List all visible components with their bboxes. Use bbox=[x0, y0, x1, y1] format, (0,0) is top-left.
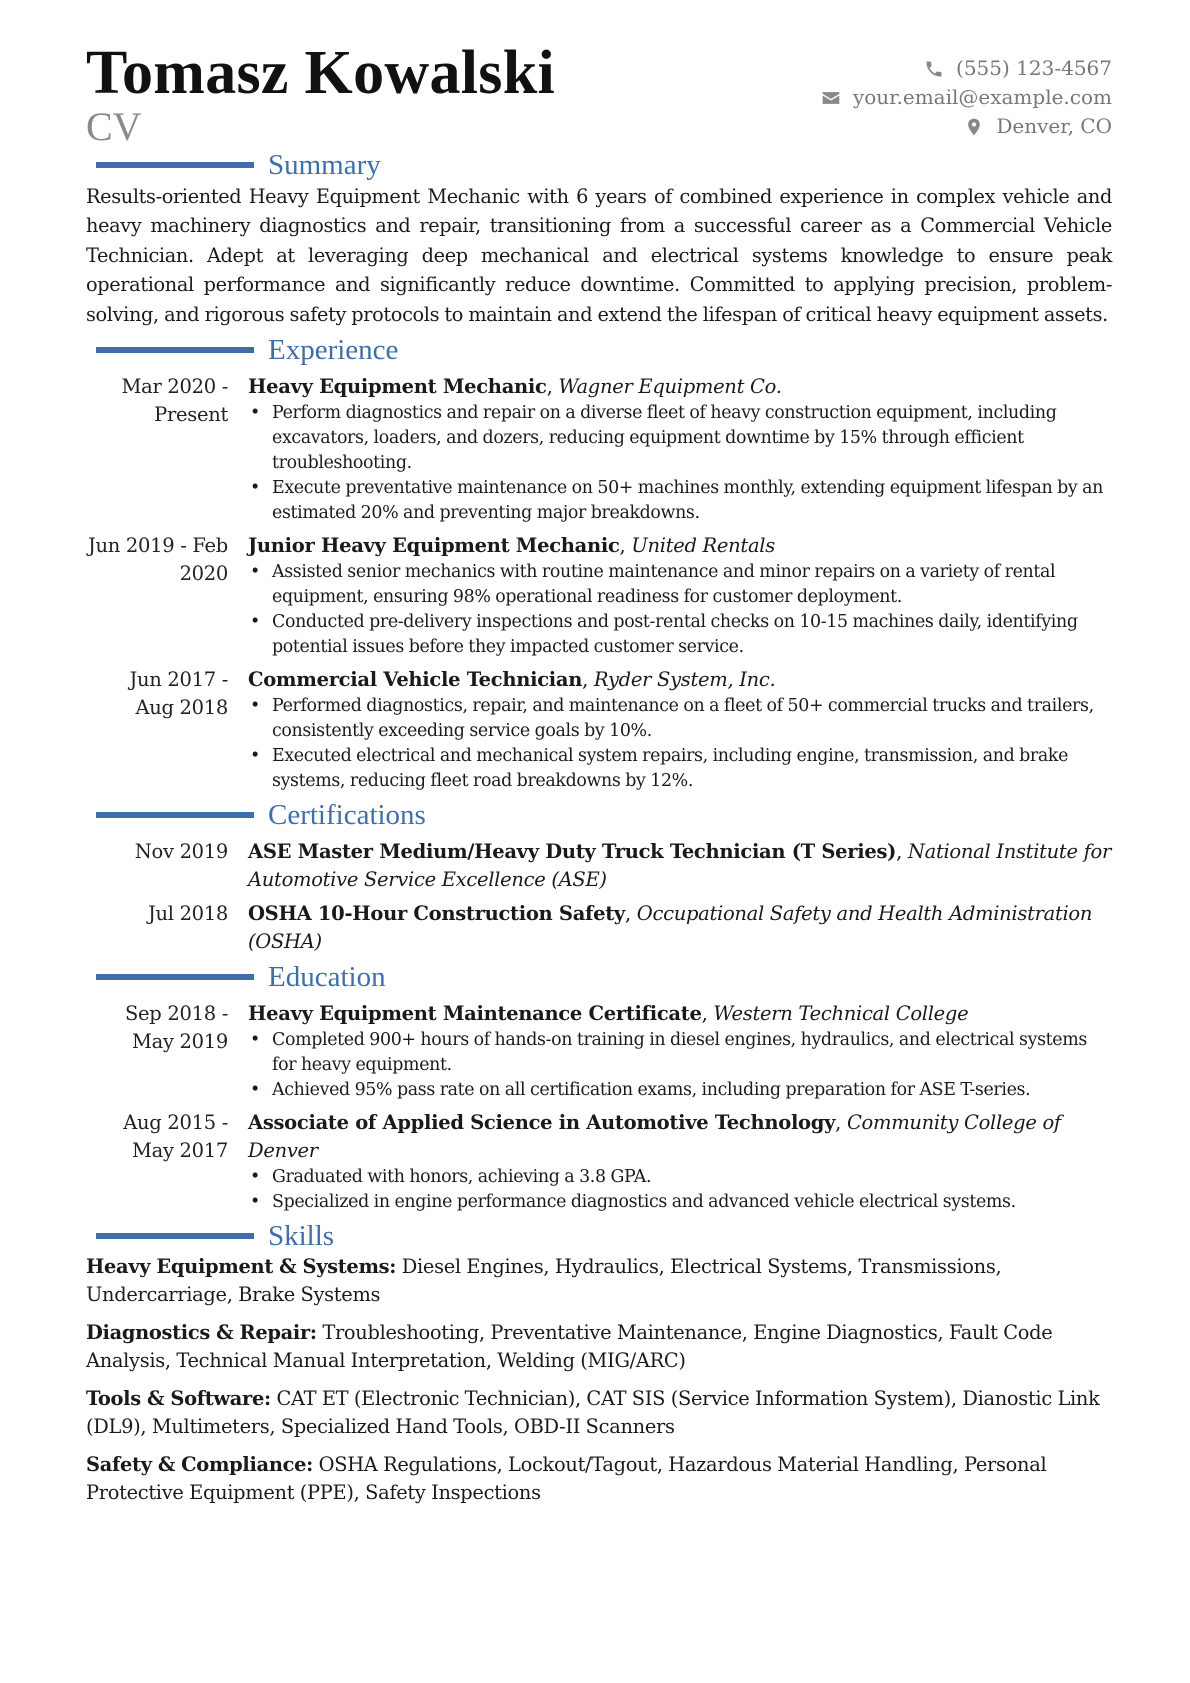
entry-title: ASE Master Medium/Heavy Duty Truck Technician (T Series), National Institute for Automotive Service Excellence (ASE) bbox=[248, 840, 1111, 892]
section-bar bbox=[96, 812, 254, 818]
contact-email[interactable] bbox=[821, 83, 1112, 112]
document-subtitle: CV bbox=[86, 104, 142, 149]
contact-info bbox=[821, 54, 1112, 141]
section-bar bbox=[96, 974, 254, 980]
section-bar bbox=[96, 1233, 254, 1239]
section-title: Experience bbox=[268, 333, 399, 366]
entry-title: Associate of Applied Science in Automotive Technology, Community College of Denver bbox=[248, 1111, 1061, 1163]
certification-entry bbox=[86, 900, 1112, 956]
degree-title: Heavy Equipment Maintenance Certificate bbox=[248, 1002, 702, 1026]
email-text: your.email@example.com bbox=[852, 85, 1112, 109]
issuer: Occupational Safety and Health Administration (OSHA) bbox=[248, 902, 1093, 954]
institution: Community College of Denver bbox=[248, 1111, 1061, 1163]
bullet-item: • Completed 900+ hours of hands-on training in diesel engines, hydraulics, and electrical systems for heavy equipment. bbox=[272, 1028, 1112, 1078]
summary-heading bbox=[86, 148, 1112, 182]
job-title: Heavy Equipment Mechanic bbox=[248, 375, 547, 399]
candidate-name: Tomasz Kowalski bbox=[86, 39, 556, 107]
skills-heading bbox=[86, 1219, 1112, 1253]
section-title: Education bbox=[268, 960, 386, 993]
entry-date: Nov 2019 bbox=[134, 840, 228, 864]
location-text: Denver, CO bbox=[996, 114, 1112, 138]
experience-heading bbox=[86, 333, 1112, 367]
summary-text: Results-oriented Heavy Equipment Mechanic with 6 years of combined experience in complex vehicle and heavy machinery diagnostics and repair, transitioning from a successful career as a Commercial Vehicle Technician. Adept at leveraging deep mechanical and electrical systems knowledge to ensure peak operational performance and significantly reduce downtime. Committed to applying precision, problem-solving, and rigorous safety protocols to maintain and extend the lifespan of critical heavy equipment assets. bbox=[86, 185, 1112, 326]
job-title: Commercial Vehicle Technician bbox=[248, 668, 583, 692]
institution: Western Technical College bbox=[713, 1002, 969, 1026]
phone-icon bbox=[924, 59, 944, 79]
education-entry bbox=[86, 1000, 1112, 1103]
contact-phone[interactable] bbox=[821, 54, 1112, 83]
envelope-icon bbox=[821, 88, 841, 108]
entry-date: Jun 2019 - Feb 2020 bbox=[87, 534, 228, 586]
bullet-item: • Achieved 95% pass rate on all certification exams, including preparation for ASE T-series. bbox=[272, 1078, 1112, 1103]
bullet-item: • Specialized in engine performance diagnostics and advanced vehicle electrical systems. bbox=[272, 1190, 1112, 1215]
map-pin-icon bbox=[964, 117, 984, 137]
skill-text: Troubleshooting, Preventative Maintenance, Engine Diagnostics, Fault Code Analysis, Technical Manual Interpretation, Welding (MIG/ARC) bbox=[86, 1321, 1053, 1373]
header bbox=[86, 39, 1112, 149]
entry-bullets bbox=[248, 401, 1112, 526]
education-section bbox=[86, 960, 1112, 1215]
skills-section bbox=[86, 1219, 1112, 1507]
entry-date: Mar 2020 - Present bbox=[121, 375, 228, 427]
degree-title: Associate of Applied Science in Automotive Technology bbox=[248, 1111, 836, 1135]
experience-entry bbox=[86, 532, 1112, 660]
entry-date: Jul 2018 bbox=[147, 902, 228, 926]
experience-entry bbox=[86, 373, 1112, 526]
education-heading bbox=[86, 960, 1112, 994]
skill-text: CAT ET (Electronic Technician), CAT SIS (Service Information System), Dianostic Link (DL9), Multimeters, Specialized Hand Tools, OBD-II Scanners bbox=[86, 1387, 1100, 1439]
entry-date: Jun 2017 - Aug 2018 bbox=[129, 668, 228, 720]
skill-group bbox=[86, 1319, 1112, 1375]
entry-title: Heavy Equipment Maintenance Certificate, Western Technical College bbox=[248, 1002, 969, 1026]
skill-label: Tools & Software: bbox=[86, 1387, 271, 1411]
bullet-item: • Execute preventative maintenance on 50+ machines monthly, extending equipment lifespan by an estimated 20% and preventing major breakdowns. bbox=[272, 476, 1112, 526]
entry-bullets bbox=[248, 1028, 1112, 1103]
contact-location bbox=[821, 112, 1112, 141]
employer: Wagner Equipment Co. bbox=[558, 375, 782, 399]
summary-section bbox=[86, 148, 1112, 329]
skill-label: Safety & Compliance: bbox=[86, 1453, 314, 1477]
skill-group bbox=[86, 1253, 1112, 1309]
skill-text: OSHA Regulations, Lockout/Tagout, Hazardous Material Handling, Personal Protective Equipment (PPE), Safety Inspections bbox=[86, 1453, 1047, 1505]
entry-bullets bbox=[248, 560, 1112, 660]
certification-entry bbox=[86, 838, 1112, 894]
entry-title: OSHA 10-Hour Construction Safety, Occupational Safety and Health Administration (OSHA) bbox=[248, 902, 1093, 954]
entry-bullets bbox=[248, 694, 1112, 794]
bullet-item: • Assisted senior mechanics with routine maintenance and minor repairs on a variety of rental equipment, ensuring 98% operational readiness for customer deployment. bbox=[272, 560, 1112, 610]
issuer: National Institute for Automotive Service Excellence (ASE) bbox=[248, 840, 1111, 892]
entry-title: Heavy Equipment Mechanic, Wagner Equipment Co. bbox=[248, 375, 782, 399]
certifications-heading bbox=[86, 798, 1112, 832]
section-bar bbox=[96, 162, 254, 168]
entry-bullets bbox=[248, 1165, 1112, 1215]
skill-group bbox=[86, 1451, 1112, 1507]
skill-group bbox=[86, 1385, 1112, 1441]
job-title: Junior Heavy Equipment Mechanic bbox=[248, 534, 620, 558]
education-entry bbox=[86, 1109, 1112, 1215]
certifications-section bbox=[86, 798, 1112, 956]
bullet-item: • Perform diagnostics and repair on a diverse fleet of heavy construction equipment, including excavators, loaders, and dozers, reducing equipment downtime by 15% through efficient troubleshooting. bbox=[272, 401, 1112, 476]
bullet-item: • Performed diagnostics, repair, and maintenance on a fleet of 50+ commercial trucks and trailers, consistently exceeding service goals by 10%. bbox=[272, 694, 1112, 744]
section-title: Summary bbox=[268, 148, 381, 181]
entry-title: Junior Heavy Equipment Mechanic, United Rentals bbox=[248, 534, 775, 558]
employer: United Rentals bbox=[631, 534, 775, 558]
section-title: Certifications bbox=[268, 798, 426, 831]
entry-date: Sep 2018 - May 2019 bbox=[125, 1002, 228, 1054]
phone-text: (555) 123-4567 bbox=[956, 56, 1112, 80]
section-title: Skills bbox=[268, 1219, 335, 1252]
skill-text: Diesel Engines, Hydraulics, Electrical Systems, Transmissions, Undercarriage, Brake Systems bbox=[86, 1255, 1002, 1307]
section-bar bbox=[96, 347, 254, 353]
entry-title: Commercial Vehicle Technician, Ryder System, Inc. bbox=[248, 668, 776, 692]
bullet-item: • Executed electrical and mechanical system repairs, including engine, transmission, and brake systems, reducing fleet road breakdowns by 12%. bbox=[272, 744, 1112, 794]
resume-page bbox=[86, 40, 1112, 1517]
experience-entry bbox=[86, 666, 1112, 794]
skill-label: Diagnostics & Repair: bbox=[86, 1321, 317, 1345]
bullet-item: • Conducted pre-delivery inspections and post-rental checks on 10-15 machines daily, identifying potential issues before they impacted customer service. bbox=[272, 610, 1112, 660]
employer: Ryder System, Inc. bbox=[593, 668, 776, 692]
experience-section bbox=[86, 333, 1112, 794]
bullet-item: • Graduated with honors, achieving a 3.8 GPA. bbox=[272, 1165, 1112, 1190]
skill-label: Heavy Equipment & Systems: bbox=[86, 1255, 397, 1279]
certification-title: ASE Master Medium/Heavy Duty Truck Technician (T Series) bbox=[248, 840, 897, 864]
entry-date: Aug 2015 - May 2017 bbox=[123, 1111, 228, 1163]
certification-title: OSHA 10-Hour Construction Safety bbox=[248, 902, 625, 926]
